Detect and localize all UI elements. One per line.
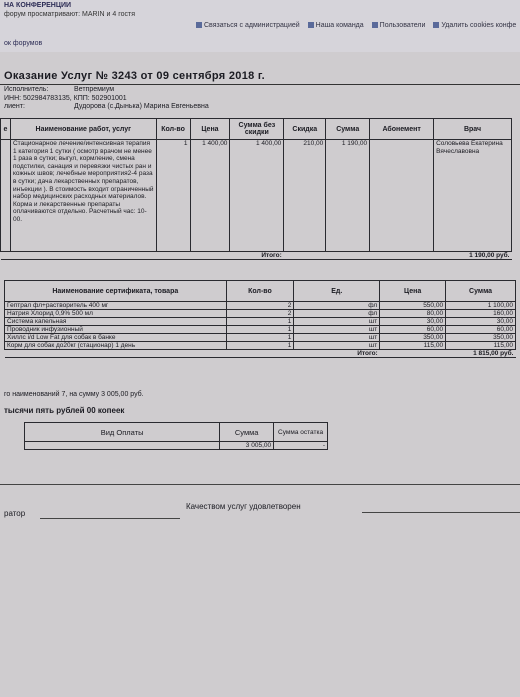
- col-sum: Сумма: [326, 119, 370, 140]
- col-subscription: Абонемент: [370, 119, 434, 140]
- services-table: [0, 118, 512, 260]
- table-row: Гептрал фл+растворитель 400 мг 2 фл 550,00 1 100,00: [5, 302, 516, 310]
- service-num: [1, 140, 11, 252]
- table-row: [1, 140, 512, 252]
- col-discount: Скидка: [284, 119, 326, 140]
- service-price: 1 400,00: [190, 140, 230, 252]
- executor-block: [4, 86, 209, 112]
- service-discount: 210,00: [284, 140, 326, 252]
- col-sum-no-discount: Сумма без скидки: [230, 119, 284, 140]
- table-row: Проводник инфузионный 1 шт 60,00 60,00: [5, 326, 516, 334]
- items-summary: го наименований 7, на сумму 3 005,00 руб.: [4, 391, 144, 398]
- service-subscription: [370, 140, 434, 252]
- users-icon: [372, 22, 378, 28]
- service-sum: 1 190,00: [326, 140, 370, 252]
- table-row: Хиллс i/d Low Fat для собак в банке 1 шт 350,00 350,00: [5, 334, 516, 342]
- table-row: [25, 442, 328, 450]
- col-qty: Кол-во: [156, 119, 190, 140]
- services-header-row: [1, 119, 512, 140]
- service-sum-no-discount: 1 400,00: [230, 140, 284, 252]
- col-payment-type: Вид Оплаты: [25, 423, 220, 442]
- forum-links: [196, 22, 516, 29]
- col-payment-sum: Сумма: [220, 423, 274, 442]
- title-divider: [0, 84, 520, 85]
- col-goods-qty: Кол-во: [226, 281, 294, 302]
- col-goods-sum: Сумма: [446, 281, 516, 302]
- col-doctor: Врач: [434, 119, 512, 140]
- services-total-value: 1 190,00 руб.: [284, 252, 512, 260]
- col-num: е: [1, 119, 11, 140]
- quality-statement: Качеством услуг удовлетворен: [186, 502, 301, 511]
- service-qty: 1: [156, 140, 190, 252]
- goods-header-row: [5, 281, 516, 302]
- forum-nav-link[interactable]: ок форумов: [4, 40, 43, 47]
- users-link[interactable]: Пользователи: [372, 22, 426, 29]
- table-row: Система капельная 1 шт 30,00 30,00: [5, 318, 516, 326]
- team-link[interactable]: Наша команда: [308, 22, 364, 29]
- goods-table: [4, 280, 516, 358]
- col-goods-name: Наименование сертификата, товара: [5, 281, 227, 302]
- payment-sum: 3 005,00: [220, 442, 274, 450]
- payment-rest: -: [274, 442, 328, 450]
- table-row: Корм для собак до20кг (стационар) 1 день 1 шт 115,00 115,00: [5, 342, 516, 350]
- amount-in-words: тысячи пять рублей 00 копеек: [4, 406, 125, 415]
- col-goods-unit: Ед.: [294, 281, 380, 302]
- col-service-name: Наименование работ, услуг: [10, 119, 156, 140]
- client-label: лиент:: [4, 103, 25, 111]
- executor-value: Ветпремиум: [74, 86, 115, 93]
- trash-icon: [433, 22, 439, 28]
- goods-total-label: Итого:: [5, 350, 380, 358]
- goods-total-value: 1 815,00 руб.: [380, 350, 516, 358]
- invoice-title: Оказание Услуг № 3243 от 09 сентября 2018 г.: [4, 70, 266, 82]
- col-goods-price: Цена: [380, 281, 446, 302]
- forum-viewers: форум просматривают: MARIN и 4 гостя: [4, 11, 135, 18]
- divider: [0, 484, 520, 485]
- signature-label: ратор: [4, 509, 26, 518]
- inn-kpp: ИНН: 502984783135, КПП: 502901001: [4, 94, 127, 102]
- services-total-label: Итого:: [1, 252, 284, 260]
- quality-signature-line: [362, 512, 520, 513]
- mail-icon: [196, 22, 202, 28]
- col-payment-rest: Сумма остатка: [274, 423, 328, 442]
- services-total-row: [1, 252, 512, 260]
- client-value: Дудорова (с.Дынька) Марина Евгеньевна: [74, 103, 209, 111]
- table-row: Натрия Хлорид 0,9% 500 мл 2 фл 80,00 160,00: [5, 310, 516, 318]
- signature-line: [40, 518, 180, 519]
- col-price: Цена: [190, 119, 230, 140]
- delete-cookies-link[interactable]: Удалить cookies конфе: [433, 22, 516, 29]
- goods-total-row: [5, 350, 516, 358]
- team-icon: [308, 22, 314, 28]
- payment-header-row: [25, 423, 328, 442]
- forum-title: НА КОНФЕРЕНЦИИ: [4, 2, 72, 9]
- service-doctor: Соловьева Екатерина Вячеславовна: [434, 140, 512, 252]
- payment-table: [24, 422, 328, 450]
- contact-admin-link[interactable]: Связаться с администрацией: [196, 22, 300, 29]
- payment-type: [25, 442, 220, 450]
- executor-label: Исполнитель:: [4, 86, 49, 93]
- service-name: Стационарное лечение/интенсивная терапия 1 категория 1 сутки ( осмотр врачом не менее 1 раза в сутки; выгул, кормление, смена подстилки, санация и перевязки чистых ран и кожных швов; лечебные мероприятия2-4 раза в сутки; дача лекарственных препаратов, инъекции ). В стоимость входит ограниченный набор медицинских расходных материалов. Корма и лекарственные препараты оплачиваются отдельно. Расчетный час: 10-00.: [10, 140, 156, 252]
